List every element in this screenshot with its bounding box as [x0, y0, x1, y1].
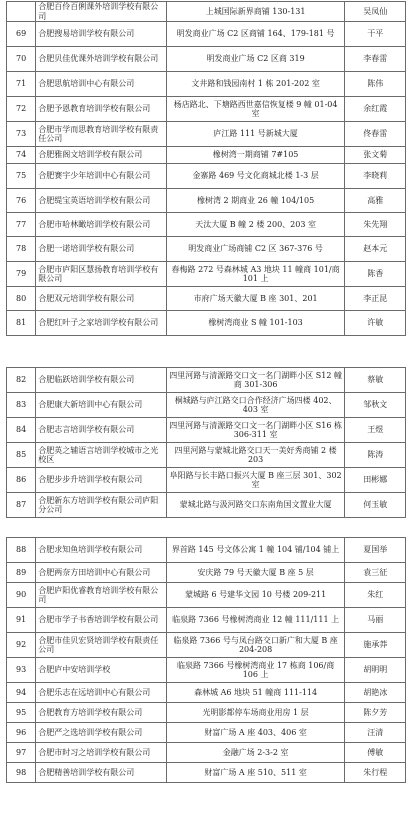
table-row [7, 22, 406, 47]
school-name: 合肥市时习之培训学校有限公司 [36, 743, 167, 763]
school-name: 合肥严之选培训学校有限公司 [36, 723, 167, 743]
school-address: 阜阳路与长丰路口振兴大厦 B 座三层 301、302 室 [166, 468, 345, 493]
contact-person: 高雅 [345, 189, 406, 213]
row-number: 92 [7, 633, 36, 658]
row-number: 94 [7, 683, 36, 703]
school-address: 市府广场天徽大厦 B 座 301、201 [166, 287, 345, 311]
contact-person: 干平 [345, 22, 406, 47]
school-address: 安庆路 79 号天徽大厦 B 座 5 层 [166, 563, 345, 583]
table-row [7, 164, 406, 189]
school-name: 合肥步步升培训学校有限公司 [36, 468, 167, 493]
school-name: 合肥一诺培训学校有限公司 [36, 237, 167, 262]
school-name: 合肥红叶子之家培训学校有限公司 [36, 311, 167, 336]
school-address: 金融广场 2-3-2 室 [166, 743, 345, 763]
table-row [7, 563, 406, 583]
school-name: 合肥双元培训学校有限公司 [36, 287, 167, 311]
school-address: 春梅路 272 号森林城 A3 地块 11 幢商 101/商 101 上 [166, 262, 345, 287]
contact-person: 朱先翔 [345, 213, 406, 237]
contact-person: 张文菊 [345, 147, 406, 164]
table-block-3 [6, 537, 406, 783]
contact-person: 胡明明 [345, 658, 406, 683]
table-row [7, 147, 406, 164]
table-row [7, 583, 406, 608]
row-number: 79 [7, 262, 36, 287]
table-row [7, 743, 406, 763]
school-name: 合肥庐阳优睿教育培训学校有限公司 [36, 583, 167, 608]
school-name: 合肥精善培训学校有限公司 [36, 763, 167, 783]
contact-person: 田彬娜 [345, 468, 406, 493]
school-name: 合肥予恩教育培训学校有限公司 [36, 97, 167, 122]
row-number: 71 [7, 72, 36, 97]
table-row [7, 703, 406, 723]
school-name: 合肥雅阁文培训学校有限公司 [36, 147, 167, 164]
row-number: 85 [7, 443, 36, 468]
school-address: 财富广场 A 座 510、511 室 [166, 763, 345, 783]
contact-person: 汪清 [345, 723, 406, 743]
table-row [7, 47, 406, 72]
school-address: 橡树湾 2 期商业 26 幢 104/105 [166, 189, 345, 213]
school-name: 合肥英之辅语言培训学校城市之光校区 [36, 443, 167, 468]
school-address: 临泉路 7366 号橡树湾商业 17 栋商 106/商 106 上 [166, 658, 345, 683]
table-row [7, 393, 406, 418]
row-number: 96 [7, 723, 36, 743]
school-address: 上城国际新界商铺 130-131 [166, 2, 345, 22]
table-block-2 [6, 367, 406, 518]
school-address: 桐城路与庐江路交口合作经济广场四楼 402、403 室 [166, 393, 345, 418]
row-number [7, 2, 36, 22]
row-number: 78 [7, 237, 36, 262]
school-name: 合肥市学而思教育培训学校有限责任公司 [36, 122, 167, 147]
school-address: 天汰大厦 B 幢 2 楼 200、203 室 [166, 213, 345, 237]
table-row [7, 443, 406, 468]
row-number: 93 [7, 658, 36, 683]
row-number: 83 [7, 393, 36, 418]
row-number: 73 [7, 122, 36, 147]
table-block-1 [6, 1, 406, 336]
school-name: 合肥百伶百俐课外培训学校有限公司 [36, 2, 167, 22]
row-number: 70 [7, 47, 36, 72]
school-address: 杨店路北、下塘路西世嘉信恢复楼 9 幢 01-04 室 [166, 97, 345, 122]
contact-person: 李春雷 [345, 47, 406, 72]
school-name: 合肥缇宝英语培训学校有限公司 [36, 189, 167, 213]
table-row [7, 683, 406, 703]
row-number: 84 [7, 418, 36, 443]
school-name: 合肥教育方培训学校有限公司 [36, 703, 167, 723]
school-address: 四里河路与清源路交口文一名门湖畔小区 S12 幢商 301-306 [166, 368, 345, 393]
table-row [7, 723, 406, 743]
school-name: 合肥两奈方田培训中心有限公司 [36, 563, 167, 583]
table-row [7, 213, 406, 237]
row-number: 89 [7, 563, 36, 583]
contact-person: 陈伟 [345, 72, 406, 97]
table-row [7, 763, 406, 783]
contact-person: 许敏 [345, 311, 406, 336]
contact-person: 陈香 [345, 262, 406, 287]
row-number: 95 [7, 703, 36, 723]
table-row [7, 608, 406, 633]
table-row [7, 122, 406, 147]
school-name: 合肥志言培训学校有限公司 [36, 418, 167, 443]
school-name: 合肥市庐阳区慧扬教育培训学校有限公司 [36, 262, 167, 287]
school-name: 合肥求知鱼培训学校有限公司 [36, 538, 167, 563]
school-name: 合肥市哈林瞰培训学校有限公司 [36, 213, 167, 237]
contact-person: 吴凤仙 [345, 2, 406, 22]
school-name: 合肥搜易培训学校有限公司 [36, 22, 167, 47]
school-address: 四里河路与清源路交口文一名门湖畔小区 S16 栋 306-311 室 [166, 418, 345, 443]
school-name: 合肥市佳贝宏贤培训学校有限责任公司 [36, 633, 167, 658]
row-number: 90 [7, 583, 36, 608]
contact-person: 胡艳冰 [345, 683, 406, 703]
contact-person: 施承莽 [345, 633, 406, 658]
row-number: 82 [7, 368, 36, 393]
school-address: 橡树湾一期商铺 7#105 [166, 147, 345, 164]
contact-person: 朱行程 [345, 763, 406, 783]
school-address: 明发商业广场 C2 区商铺 164、179-181 号 [166, 22, 345, 47]
school-address: 明发商业广场商铺 C2 区 367-376 号 [166, 237, 345, 262]
row-number: 75 [7, 164, 36, 189]
table-row [7, 311, 406, 336]
school-address: 临泉路 7366 号与凤台路交口新广和大厦 B 座 204-208 [166, 633, 345, 658]
table-row [7, 72, 406, 97]
table-row [7, 262, 406, 287]
contact-person: 佟春雷 [345, 122, 406, 147]
row-number: 97 [7, 743, 36, 763]
contact-person: 夏国举 [345, 538, 406, 563]
table-row [7, 493, 406, 518]
school-name: 合肥庐中安培训学校 [36, 658, 167, 683]
row-number: 74 [7, 147, 36, 164]
row-number: 72 [7, 97, 36, 122]
table-row [7, 658, 406, 683]
row-number: 88 [7, 538, 36, 563]
contact-person: 余红霞 [345, 97, 406, 122]
table-row [7, 538, 406, 563]
contact-person: 邹秋文 [345, 393, 406, 418]
contact-person: 朱红 [345, 583, 406, 608]
school-address: 橡树湾商业 S 幢 101-103 [166, 311, 345, 336]
contact-person: 袁三征 [345, 563, 406, 583]
contact-person: 王煜 [345, 418, 406, 443]
table-row [7, 189, 406, 213]
school-name: 合肥乐志在远培训中心有限公司 [36, 683, 167, 703]
school-name: 合肥康大新培训中心有限公司 [36, 393, 167, 418]
contact-person: 何玉敏 [345, 493, 406, 518]
school-name: 合肥赛宇少年培训中心有限公司 [36, 164, 167, 189]
school-address: 庐江路 111 号新城大厦 [166, 122, 345, 147]
row-number: 77 [7, 213, 36, 237]
contact-person: 李正昆 [345, 287, 406, 311]
contact-person: 赵本元 [345, 237, 406, 262]
table-row [7, 418, 406, 443]
school-address: 财富广场 A 座 403、406 室 [166, 723, 345, 743]
table-row [7, 287, 406, 311]
school-address: 金寨路 469 号文化商城北楼 1-3 层 [166, 164, 345, 189]
school-name: 合肥思航培训中心有限公司 [36, 72, 167, 97]
school-address: 明发商业广场 C2 区商 319 [166, 47, 345, 72]
table-row [7, 368, 406, 393]
row-number: 87 [7, 493, 36, 518]
school-name: 合肥市学子书香培训学校有限公司 [36, 608, 167, 633]
contact-person: 陈涛 [345, 443, 406, 468]
school-name: 合肥贝佳优课外培训学校有限公司 [36, 47, 167, 72]
row-number: 98 [7, 763, 36, 783]
row-number: 86 [7, 468, 36, 493]
table-row [7, 237, 406, 262]
contact-person: 李晓莉 [345, 164, 406, 189]
row-number: 81 [7, 311, 36, 336]
school-address: 文井路和钱园南村 1 栋 201-202 室 [166, 72, 345, 97]
table-row [7, 633, 406, 658]
school-address: 光明影都停车场商业用房 1 层 [166, 703, 345, 723]
school-name: 合肥临跃培训学校有限公司 [36, 368, 167, 393]
contact-person: 蔡敏 [345, 368, 406, 393]
row-number: 76 [7, 189, 36, 213]
school-address: 蒙城路 6 号建华文园 10 号楼 209-211 [166, 583, 345, 608]
school-address: 界首路 145 号文体公寓 1 幢 104 铺/104 铺上 [166, 538, 345, 563]
school-address: 蒙城北路与汲河路交口东南角国文置业大厦 [166, 493, 345, 518]
school-address: 临泉路 7366 号橡树湾商业 12 幢 111/111 上 [166, 608, 345, 633]
contact-person: 马丽 [345, 608, 406, 633]
row-number: 69 [7, 22, 36, 47]
table-row [7, 2, 406, 22]
table-row [7, 468, 406, 493]
school-address: 四里河路与蒙城北路交口天一美好秀商铺 2 楼 203 [166, 443, 345, 468]
contact-person: 傅敏 [345, 743, 406, 763]
school-name: 合肥新东方培训学校有限公司庐阳分公司 [36, 493, 167, 518]
row-number: 91 [7, 608, 36, 633]
school-address: 森林城 A6 地块 51 幢商 111-114 [166, 683, 345, 703]
row-number: 80 [7, 287, 36, 311]
contact-person: 陈夕芳 [345, 703, 406, 723]
table-row [7, 97, 406, 122]
